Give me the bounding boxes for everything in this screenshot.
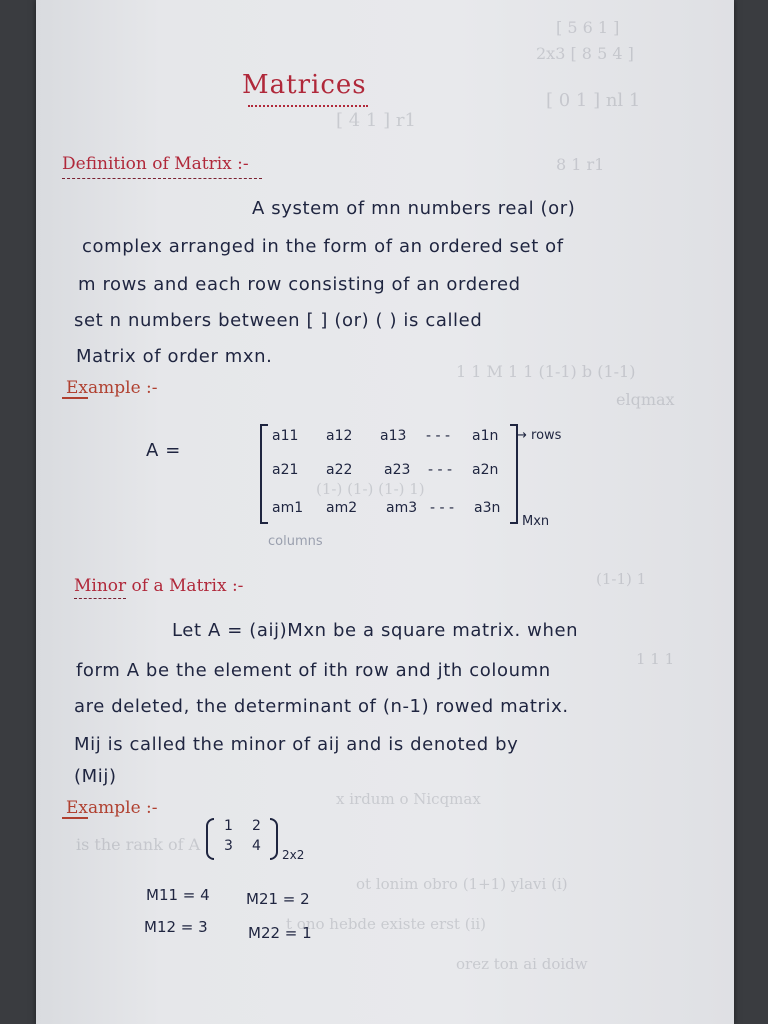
page-title: Matrices (242, 70, 367, 100)
matrix-cell: a2n (472, 462, 499, 478)
matrix-cell: - - - (428, 462, 453, 478)
heading-underline (62, 176, 262, 179)
bleed-through: 2x3 [ 8 5 4 ] (536, 44, 634, 63)
matrix-bracket-left (206, 818, 214, 860)
bleed-through: (1-1) 1 (596, 570, 647, 588)
matrix-cell: am2 (326, 500, 358, 516)
matrix-cell: 4 (252, 838, 261, 854)
minor-heading: Minor of a Matrix :- (74, 576, 244, 596)
bleed-through: is the rank of A (76, 835, 201, 854)
matrix-cell: - - - (430, 500, 455, 516)
matrix-cell: - - - (426, 428, 451, 444)
definition-line: A system of mn numbers real (or) (252, 198, 576, 219)
bleed-through: 1 1 1 (636, 650, 675, 668)
minor-line: form A be the element of ith row and jth coloumn (76, 660, 551, 681)
matrix-cell: 2 (252, 818, 261, 834)
columns-annotation: columns (268, 534, 323, 549)
definition-heading: Definition of Matrix :- (62, 154, 249, 174)
matrix-a-lhs: A = (146, 440, 181, 461)
minor-value: M12 = 3 (144, 918, 208, 936)
bleed-through: t ono hebde existe erst (ii) (286, 915, 487, 933)
bleed-through: 1 1 M 1 1 (1-1) b (1-1) (456, 362, 636, 381)
matrix-cell: a1n (472, 428, 499, 444)
matrix-cell: a23 (384, 462, 411, 478)
matrix-cell: a21 (272, 462, 299, 478)
bleed-through: [ 0 1 ] nl 1 (546, 90, 641, 111)
definition-line: m rows and each row consisting of an ordered (78, 274, 521, 295)
bleed-through: elqmax (616, 390, 675, 409)
matrix-cell: 3 (224, 838, 233, 854)
minor-line: (Mij) (74, 766, 117, 787)
minor-line: Mij is called the minor of aij and is denoted by (74, 734, 519, 755)
matrix-bracket-right (270, 818, 278, 860)
bleed-through: (1-) (1-) (1-) 1) (316, 480, 425, 498)
matrix-cell: a3n (474, 500, 501, 516)
notebook-page (36, 0, 734, 1024)
minor-value: M22 = 1 (248, 924, 312, 942)
definition-line: Matrix of order mxn. (76, 346, 273, 367)
matrix-bracket-left (260, 424, 268, 524)
minor-value: M21 = 2 (246, 890, 310, 908)
minor-line: Let A = (aij)Mxn be a square matrix. when (172, 620, 579, 641)
heading-underline (74, 596, 126, 599)
matrix-cell: am3 (386, 500, 418, 516)
matrix-cell: a13 (380, 428, 407, 444)
definition-line: complex arranged in the form of an ordered set of (82, 236, 564, 257)
bleed-through: x irdum o Nicqmax (336, 790, 481, 808)
matrix-cell: am1 (272, 500, 304, 516)
example-underline (62, 396, 88, 399)
bleed-through: ot lonim obro (1+1) ylavi (i) (356, 875, 568, 893)
minor-line: are deleted, the determinant of (n-1) rowed matrix. (74, 696, 569, 717)
definition-line: set n numbers between [ ] (or) ( ) is called (74, 310, 483, 331)
matrix-order: Mxn (522, 514, 550, 529)
rows-annotation: → rows (516, 428, 562, 443)
example-underline (62, 816, 88, 819)
bleed-through: orez ton ai doidw (456, 955, 588, 973)
bleed-through: [ 5 6 1 ] (556, 18, 620, 37)
example-label: Example :- (66, 798, 158, 818)
example-label: Example :- (66, 378, 158, 398)
minor-value: M11 = 4 (146, 886, 210, 904)
matrix-cell: a22 (326, 462, 353, 478)
matrix-cell: a12 (326, 428, 353, 444)
bleed-through: [ 4 1 ] r1 (336, 110, 416, 131)
matrix-cell: 1 (224, 818, 233, 834)
bleed-through: 8 1 r1 (556, 155, 605, 174)
title-underline (248, 102, 368, 107)
matrix-cell: a11 (272, 428, 299, 444)
matrix-order: 2x2 (282, 848, 305, 862)
